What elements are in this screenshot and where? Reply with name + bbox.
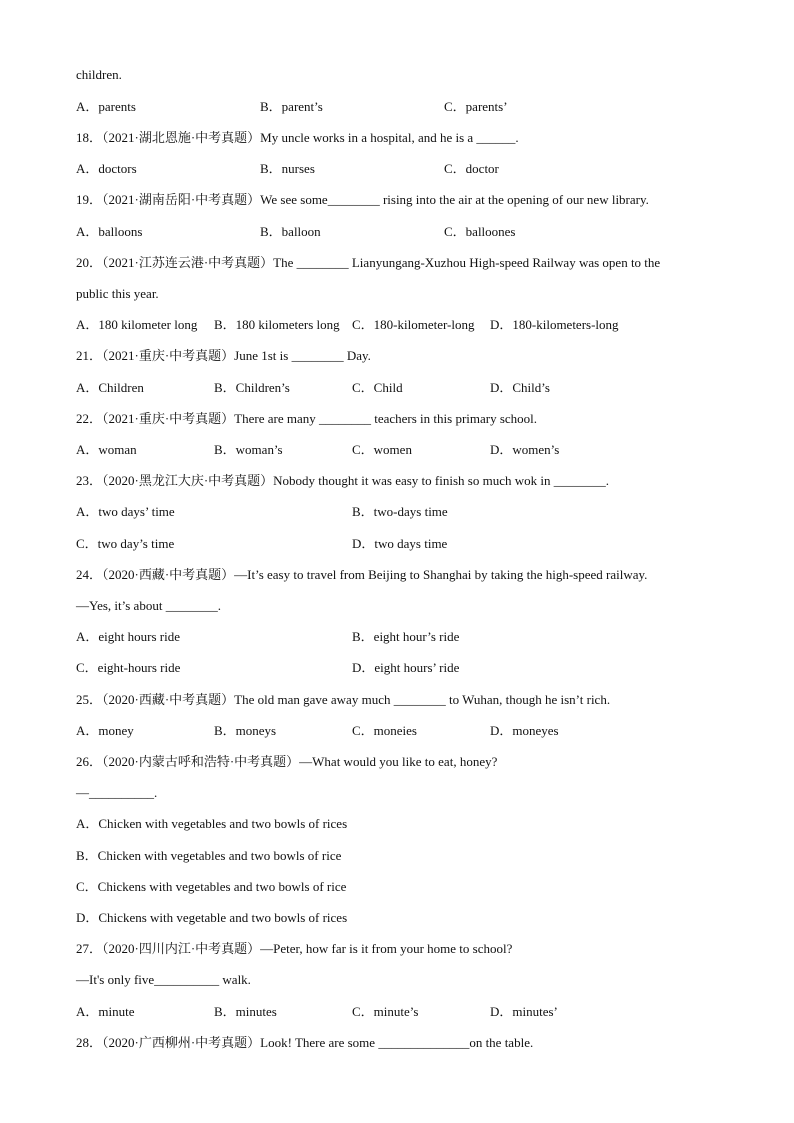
question-26-option-a: A．Chicken with vegetables and two bowls of rices <box>76 816 348 831</box>
option-c: C．Child <box>352 380 403 395</box>
question-24-options-row-1 <box>76 629 716 645</box>
question-26-reply: —__________. <box>76 785 158 800</box>
question-27-options <box>76 1004 716 1020</box>
option-c: C．women <box>352 442 412 457</box>
question-23: 23．（2020·黑龙江大庆·中考真题）Nobody thought it was easy to finish so much wok in ________. <box>76 473 609 488</box>
question-24-options-row-2 <box>76 660 716 676</box>
option-b: B．180 kilometers long <box>214 317 340 332</box>
option-b: B．balloon <box>260 224 321 239</box>
option-b: B．eight hour’s ride <box>352 629 460 644</box>
option-c: C．two day’s time <box>76 536 175 551</box>
option-d: D．minutes’ <box>490 1004 558 1019</box>
option-c: C．180-kilometer-long <box>352 317 475 332</box>
option-a: A．balloons <box>76 224 143 239</box>
option-a: A．money <box>76 723 134 738</box>
option-a: A．parents <box>76 99 136 114</box>
option-c: C．minute’s <box>352 1004 419 1019</box>
option-d: D．180-kilometers-long <box>490 317 619 332</box>
option-c: C．doctor <box>444 161 499 176</box>
question-24: 24．（2020·西藏·中考真题）—It’s easy to travel from Beijing to Shanghai by taking the high-speed railway. <box>76 567 648 582</box>
option-c: C．parents’ <box>444 99 508 114</box>
question-19-options <box>76 224 716 240</box>
option-b: B．nurses <box>260 161 315 176</box>
option-d: D．women’s <box>490 442 560 457</box>
question-17-options <box>76 99 716 115</box>
option-b: B．minutes <box>214 1004 277 1019</box>
question-23-options-row-1 <box>76 504 716 520</box>
option-c: C．eight-hours ride <box>76 660 181 675</box>
question-28: 28．（2020·广西柳州·中考真题）Look! There are some ______________on the table. <box>76 1035 534 1050</box>
question-23-options-row-2 <box>76 536 716 552</box>
option-d: D．two days time <box>352 536 448 551</box>
option-c: C．balloones <box>444 224 516 239</box>
question-17-continuation: children. <box>76 67 122 82</box>
option-a: A．180 kilometer long <box>76 317 198 332</box>
question-18: 18．（2021·湖北恩施·中考真题）My uncle works in a hospital, and he is a ______. <box>76 130 519 145</box>
question-26-option-b: B．Chicken with vegetables and two bowls of rice <box>76 848 342 863</box>
option-b: B．parent’s <box>260 99 323 114</box>
question-20: 20．（2021·江苏连云港·中考真题）The ________ Lianyungang-Xuzhou High-speed Railway was open to the <box>76 255 661 270</box>
option-a: A．Children <box>76 380 144 395</box>
option-d: D．eight hours’ ride <box>352 660 460 675</box>
question-22: 22．（2021·重庆·中考真题）There are many ________ teachers in this primary school. <box>76 411 538 426</box>
option-b: B．moneys <box>214 723 277 738</box>
question-20-continuation: public this year. <box>76 286 159 301</box>
question-20-options <box>76 317 716 333</box>
question-25: 25．（2020·西藏·中考真题）The old man gave away much ________ to Wuhan, though he isn’t rich. <box>76 692 611 707</box>
question-25-options <box>76 723 716 739</box>
option-c: C．moneies <box>352 723 417 738</box>
option-a: A．minute <box>76 1004 135 1019</box>
question-22-options <box>76 442 716 458</box>
question-18-options <box>76 161 716 177</box>
question-24-reply: —Yes, it’s about ________. <box>76 598 221 613</box>
question-27-reply: —It's only five__________ walk. <box>76 972 251 987</box>
question-26-option-d: D．Chickens with vegetable and two bowls of rices <box>76 910 348 925</box>
question-21: 21．（2021·重庆·中考真题）June 1st is ________ Day. <box>76 348 371 363</box>
option-a: A．two days’ time <box>76 504 175 519</box>
option-b: B．woman’s <box>214 442 283 457</box>
option-d: D．Child’s <box>490 380 550 395</box>
question-26-option-c: C．Chickens with vegetables and two bowls of rice <box>76 879 347 894</box>
question-27: 27．（2020·四川内江·中考真题）—Peter, how far is it from your home to school? <box>76 941 513 956</box>
option-b: B．two-days time <box>352 504 448 519</box>
option-a: A．eight hours ride <box>76 629 180 644</box>
option-a: A．doctors <box>76 161 137 176</box>
option-d: D．moneyes <box>490 723 559 738</box>
question-19: 19．（2021·湖南岳阳·中考真题）We see some________ rising into the air at the opening of our new library. <box>76 192 649 207</box>
question-26: 26．（2020·内蒙古呼和浩特·中考真题）—What would you like to eat, honey? <box>76 754 498 769</box>
question-21-options <box>76 380 716 396</box>
option-b: B．Children’s <box>214 380 290 395</box>
option-a: A．woman <box>76 442 137 457</box>
